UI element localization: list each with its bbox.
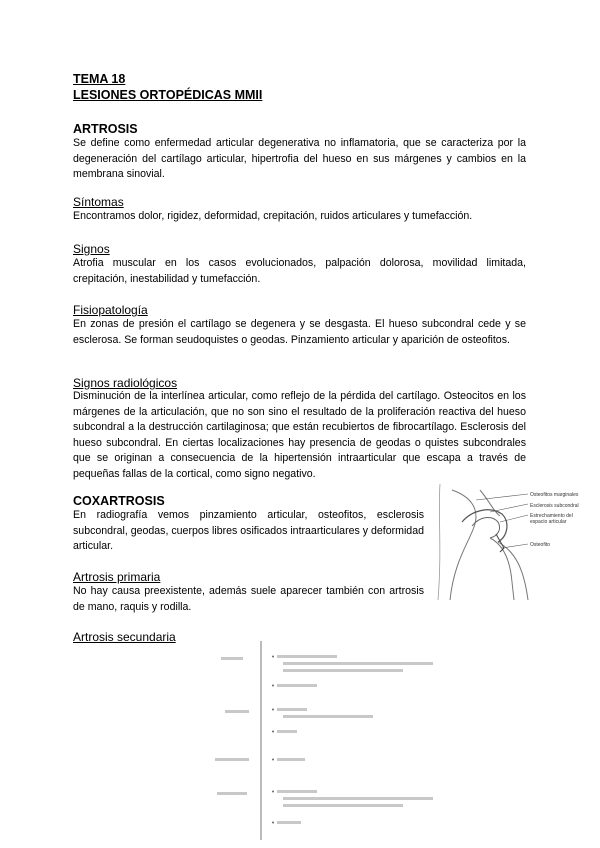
fisiopatologia-heading: Fisiopatología bbox=[73, 303, 148, 317]
radiologicos-text: Disminución de la interlínea articular, como reflejo de la pérdida del cartílago. Osteocitos en los márgenes de la articulación, que no son sino el resultado de la proliferación reactiva del hueso subcondral a la destrucción cartilaginosa; que están recubiertos de fibrocartílago. Esclerosis del hueso subcondral. En ciertas localizaciones hay presencia de geodas o quistes subcondrales que se originan a consecuencia de la hipertensión intraarticular que escapa a través de pequeñas fallas de la cortical, como signo negativo. bbox=[73, 390, 526, 480]
sintomas-heading: Síntomas bbox=[73, 195, 124, 209]
doc-title-line2: LESIONES ORTOPÉDICAS MMII bbox=[73, 88, 263, 102]
figure-label-espacio: espacio articular bbox=[530, 519, 567, 525]
secondary-arthrosis-table-image bbox=[197, 637, 457, 842]
figure-label-estrechamiento: Estrechamiento del bbox=[530, 513, 573, 519]
figure-label-osteofitos-marginales: Osteofitos marginales bbox=[530, 492, 579, 498]
primaria-text: No hay causa preexistente, además suele aparecer también con artrosis de mano, raquis y rodilla. bbox=[73, 585, 424, 613]
radiologicos-heading: Signos radiológicos bbox=[73, 376, 178, 390]
signos-heading: Signos bbox=[73, 242, 110, 256]
sintomas-text: Encontramos dolor, rigidez, deformidad, crepitación, ruidos articulares y tumefacción. bbox=[73, 210, 473, 222]
artrosis-heading: ARTROSIS bbox=[73, 122, 138, 136]
secundaria-heading: Artrosis secundaria bbox=[73, 630, 176, 644]
figure-label-osteofito: Osteofito bbox=[530, 542, 551, 548]
figure-label-esclerosis: Esclerosis subcondral bbox=[530, 503, 579, 509]
signos-text: Atrofia muscular en los casos evolucionados, palpación dolorosa, movilidad limitada, crepitación, inestabilidad y tumefacción. bbox=[73, 257, 526, 285]
fisiopatologia-text: En zonas de presión el cartílago se degenera y se desgasta. El hueso subcondral cede y se esclerosa. Se forman seudoquistes o geodas. Pinzamiento articular y aparición de osteofitos. bbox=[73, 318, 526, 346]
hip-joint-diagram bbox=[432, 482, 600, 602]
doc-title-line1: TEMA 18 bbox=[73, 72, 126, 86]
coxartrosis-heading: COXARTROSIS bbox=[73, 494, 165, 508]
primaria-heading: Artrosis primaria bbox=[73, 570, 161, 584]
artrosis-text: Se define como enfermedad articular degenerativa no inflamatoria, que se caracteriza por la degeneración del cartílago articular, hipertrofia del hueso en sus márgenes y cambios en la membrana sinovial. bbox=[73, 137, 526, 180]
coxartrosis-text: En radiografía vemos pinzamiento articular, osteofitos, esclerosis subcondral, geodas, cuerpos libres osificados intraarticulares y deformidad articular. bbox=[73, 509, 424, 552]
